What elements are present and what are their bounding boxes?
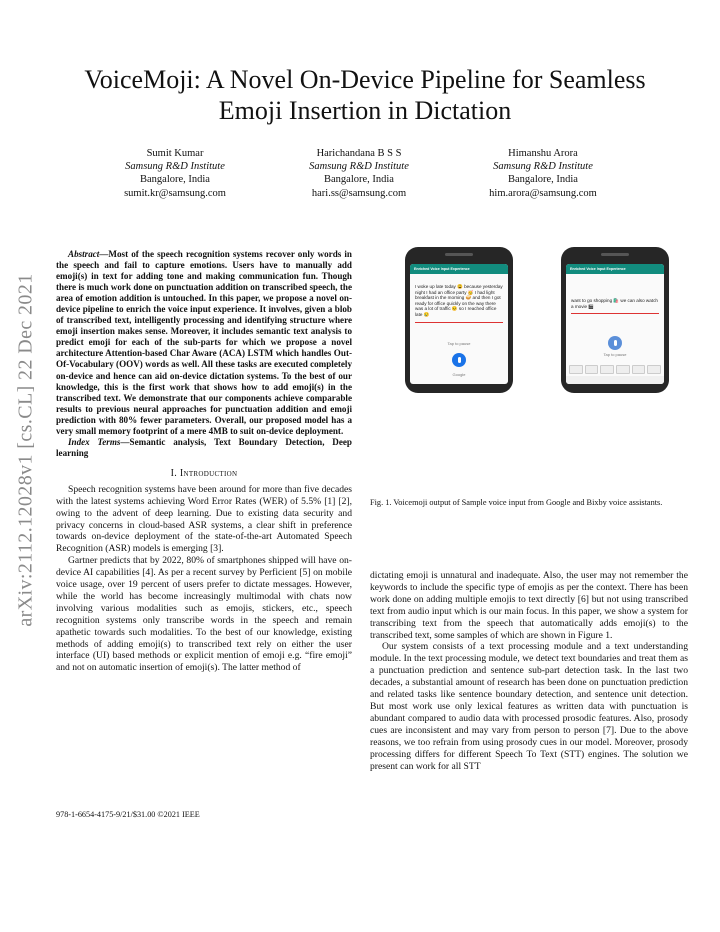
keyboard-row bbox=[569, 365, 661, 374]
intro-paragraph-2: Gartner predicts that by 2022, 80% of smartphones shipped will have on-device AI capabilities [4]. As per a recent survey by Perficient [5] on mobile voice usage, over 19 percent of users prefer to dictate messages. However, while the world has become increasingly multimodal with chats now involving various modalities such as emojis, stickers, etc., speech recognition systems only transcribe words in the speech and remain apathetic towards such modalities. To the best of our knowledge, existing methods of adding emoji(s) to transcribed text rely on either the user interface (UI) based methods or explicit mention of emoji e.g. “fire emoji” and not on automatic insertion of emoji(s). The latter method of bbox=[56, 555, 352, 674]
figure-caption: Fig. 1. Voicemoji output of Sample voice input from Google and Bixby voice assistants. bbox=[370, 498, 663, 507]
author-location: Bangalore, India bbox=[140, 174, 210, 186]
dictated-text: I woke up late today 😩 because yesterday night I had an office party 🥳 I had light breakfast in the morning 🥪 and then I got ready for office quickly on the way there was a lot of traffic 😣 so I reached office late 😢 bbox=[415, 284, 503, 323]
author-3 bbox=[468, 147, 618, 200]
app-title: Enriched Voice Input Experience bbox=[410, 264, 508, 274]
keyboard-key bbox=[616, 365, 630, 374]
author-affiliation: Samsung R&D Institute bbox=[309, 161, 409, 173]
phone-screen bbox=[410, 264, 508, 384]
author-email: him.arora@samsung.com bbox=[489, 187, 597, 199]
right-paragraph-2: Our system consists of a text processing module and a text understanding module. In the text processing module, we detect text boundaries and treat them as a punctuation prediction and sentence sub-part detection task. In the last two decades, a substantial amount of research has been done on punctuation prediction and related tasks like sentence boundary detection, and sentence unit detection. But most work use only lexical features as written data with punctuation is abundant compared to audio data with processed prosodic features. Also, prosody cues are inconsistent and may vary from person to person [7]. Due to the above reasons, we too refrain from using prosody cues in our model. Moreover, prosody processing differs for different Speech To Text (STT) engines. The solution we present can work for all STT bbox=[370, 641, 688, 772]
keyboard-key bbox=[600, 365, 614, 374]
navigation-bar bbox=[566, 376, 664, 384]
abstract: Abstract—Most of the speech recognition systems recover only words in the speech and fail to capture emotions. Users have to manually add emoji(s) in text for adding tone and making communication fun. Though there is much work done on punctuation addition on transcribed speech, the area of emotion addition is untouched. In this paper, we propose a novel on-device pipeline to enrich the voice input experience. It involves, given a blob of transcribed text, intelligently processing and identifying structure where emoji insertion makes sense. Moreover, it includes semantic text analysis to predict emoji for each of the sub-parts for which we propose a novel architecture Attention-based Char Aware (ACA) LSTM which handles Out-Of-Vocabulary (OOV) words as well. All these tasks are executed completely on-device and hence can aid on-device dictation systems. To the best of our knowledge, this is the first work that shows how to add emoji(s) in the transcribed text. We demonstrate that our components achieve comparable results to previous neural approaches for punctuation addition and emoji prediction with 80% fewer parameters. Overall, our proposed model has a very small memory footprint of a mere 4MB to suit on-device deployment. bbox=[56, 249, 352, 436]
section-heading-introduction: I. Introduction bbox=[170, 467, 238, 479]
author-email: hari.ss@samsung.com bbox=[311, 187, 407, 199]
keyboard-key bbox=[569, 365, 583, 374]
phone-google bbox=[405, 247, 513, 393]
author-affiliation: Samsung R&D Institute bbox=[125, 161, 225, 173]
author-name: Harichandana B S S bbox=[316, 148, 402, 159]
author-email: sumit.kr@samsung.com bbox=[124, 187, 226, 199]
app-title: Enriched Voice Input Experience bbox=[566, 264, 664, 274]
arxiv-stamp-text: arXiv:2112.12028v1 [cs.CL] 22 Dec 2021 bbox=[14, 273, 37, 627]
author-2 bbox=[284, 147, 434, 200]
intro-paragraph-1: Speech recognition systems have been around for more than five decades with the latest systems achieving Word Error Rates (WER) of 5.5% [1] [2], owing to the advent of deep learning. Due to existing data security and privacy concerns in cloud-based ASR systems, a clear shift in preference towards on-device deployment of the state-of-the-art Automated Speech Recognition (ASR) models is emerging [3]. bbox=[56, 483, 352, 555]
index-terms-text: Semantic analysis, Text Boundary Detection, Deep learning bbox=[56, 436, 352, 458]
paper-title: VoiceMoji: A Novel On-Device Pipeline for Seamless Emoji Insertion in Dictation bbox=[84, 65, 646, 125]
figure-1 bbox=[385, 247, 685, 393]
index-terms: Index Terms—Semantic analysis, Text Boundary Detection, Deep learning bbox=[56, 436, 352, 458]
keyboard-key bbox=[585, 365, 599, 374]
keyboard-key bbox=[647, 365, 661, 374]
microphone-icon bbox=[452, 353, 466, 367]
tap-to-pause-label: Tap to pause bbox=[603, 352, 627, 357]
abstract-label: Abstract bbox=[68, 249, 100, 259]
author-affiliation: Samsung R&D Institute bbox=[493, 161, 593, 173]
phone-bixby bbox=[561, 247, 669, 393]
phone-screen bbox=[566, 264, 664, 384]
left-column bbox=[56, 249, 352, 674]
microphone-icon bbox=[608, 336, 622, 350]
tap-to-pause-label: Tap to pause bbox=[447, 340, 471, 346]
index-terms-label: Index Terms bbox=[68, 436, 121, 447]
author-name: Himanshu Arora bbox=[508, 148, 578, 159]
copyright-footnote: 978-1-6654-4175-9/21/$31.00 ©2021 IEEE bbox=[56, 810, 200, 819]
author-location: Bangalore, India bbox=[508, 174, 578, 186]
right-paragraph-1: dictating emoji is unnatural and inadequate. Also, the user may not remember the keywords to include the specific type of emojis as per the context. There has been work done on adding multiple emojis to text directly [6] but not using transcribed text from audio input which is our main focus. In this paper, we show a system for transcribing text from the speech that automatically adds emoji(s) to the transcribed text, some samples of which are shown in Figure 1. bbox=[370, 570, 688, 641]
author-location: Bangalore, India bbox=[324, 174, 394, 186]
author-1 bbox=[100, 147, 250, 200]
dictated-text: want to go shopping 🛍️ we can also watch a movie 🎬 bbox=[571, 298, 659, 314]
right-column bbox=[370, 570, 688, 772]
abstract-text: Most of the speech recognition systems recover only words in the speech and fail to capture emotions. Users have to manually add emoji(s) in text for adding tone and making communication fun. Though there is much work done on punctuation addition on transcribed speech, the area of emotion addition is untouched. In this paper, we propose a novel on-device pipeline to enrich the voice input experience. It involves, given a blob of transcribed text, intelligently processing and identifying structure where emoji insertion makes sense. Moreover, it includes semantic text analysis to predict emoji for each of the sub-parts for which we propose a novel architecture Attention-based Char Aware (ACA) LSTM which handles Out-Of-Vocabulary (OOV) words as well. All these tasks are executed completely on-device and hence can aid on-device dictation systems. To the best of our knowledge, this is the first work that shows how to add emoji(s) in the transcribed text. We demonstrate that our components achieve comparable results to previous neural approaches for punctuation addition and emoji prediction with 80% fewer parameters. Overall, our proposed model has a very small memory footprint of a mere 4MB to suit on-device deployment. bbox=[56, 249, 352, 436]
arxiv-stamp bbox=[8, 250, 44, 650]
google-brand-label: Google bbox=[452, 372, 466, 377]
keyboard-key bbox=[632, 365, 646, 374]
author-name: Sumit Kumar bbox=[146, 148, 204, 159]
